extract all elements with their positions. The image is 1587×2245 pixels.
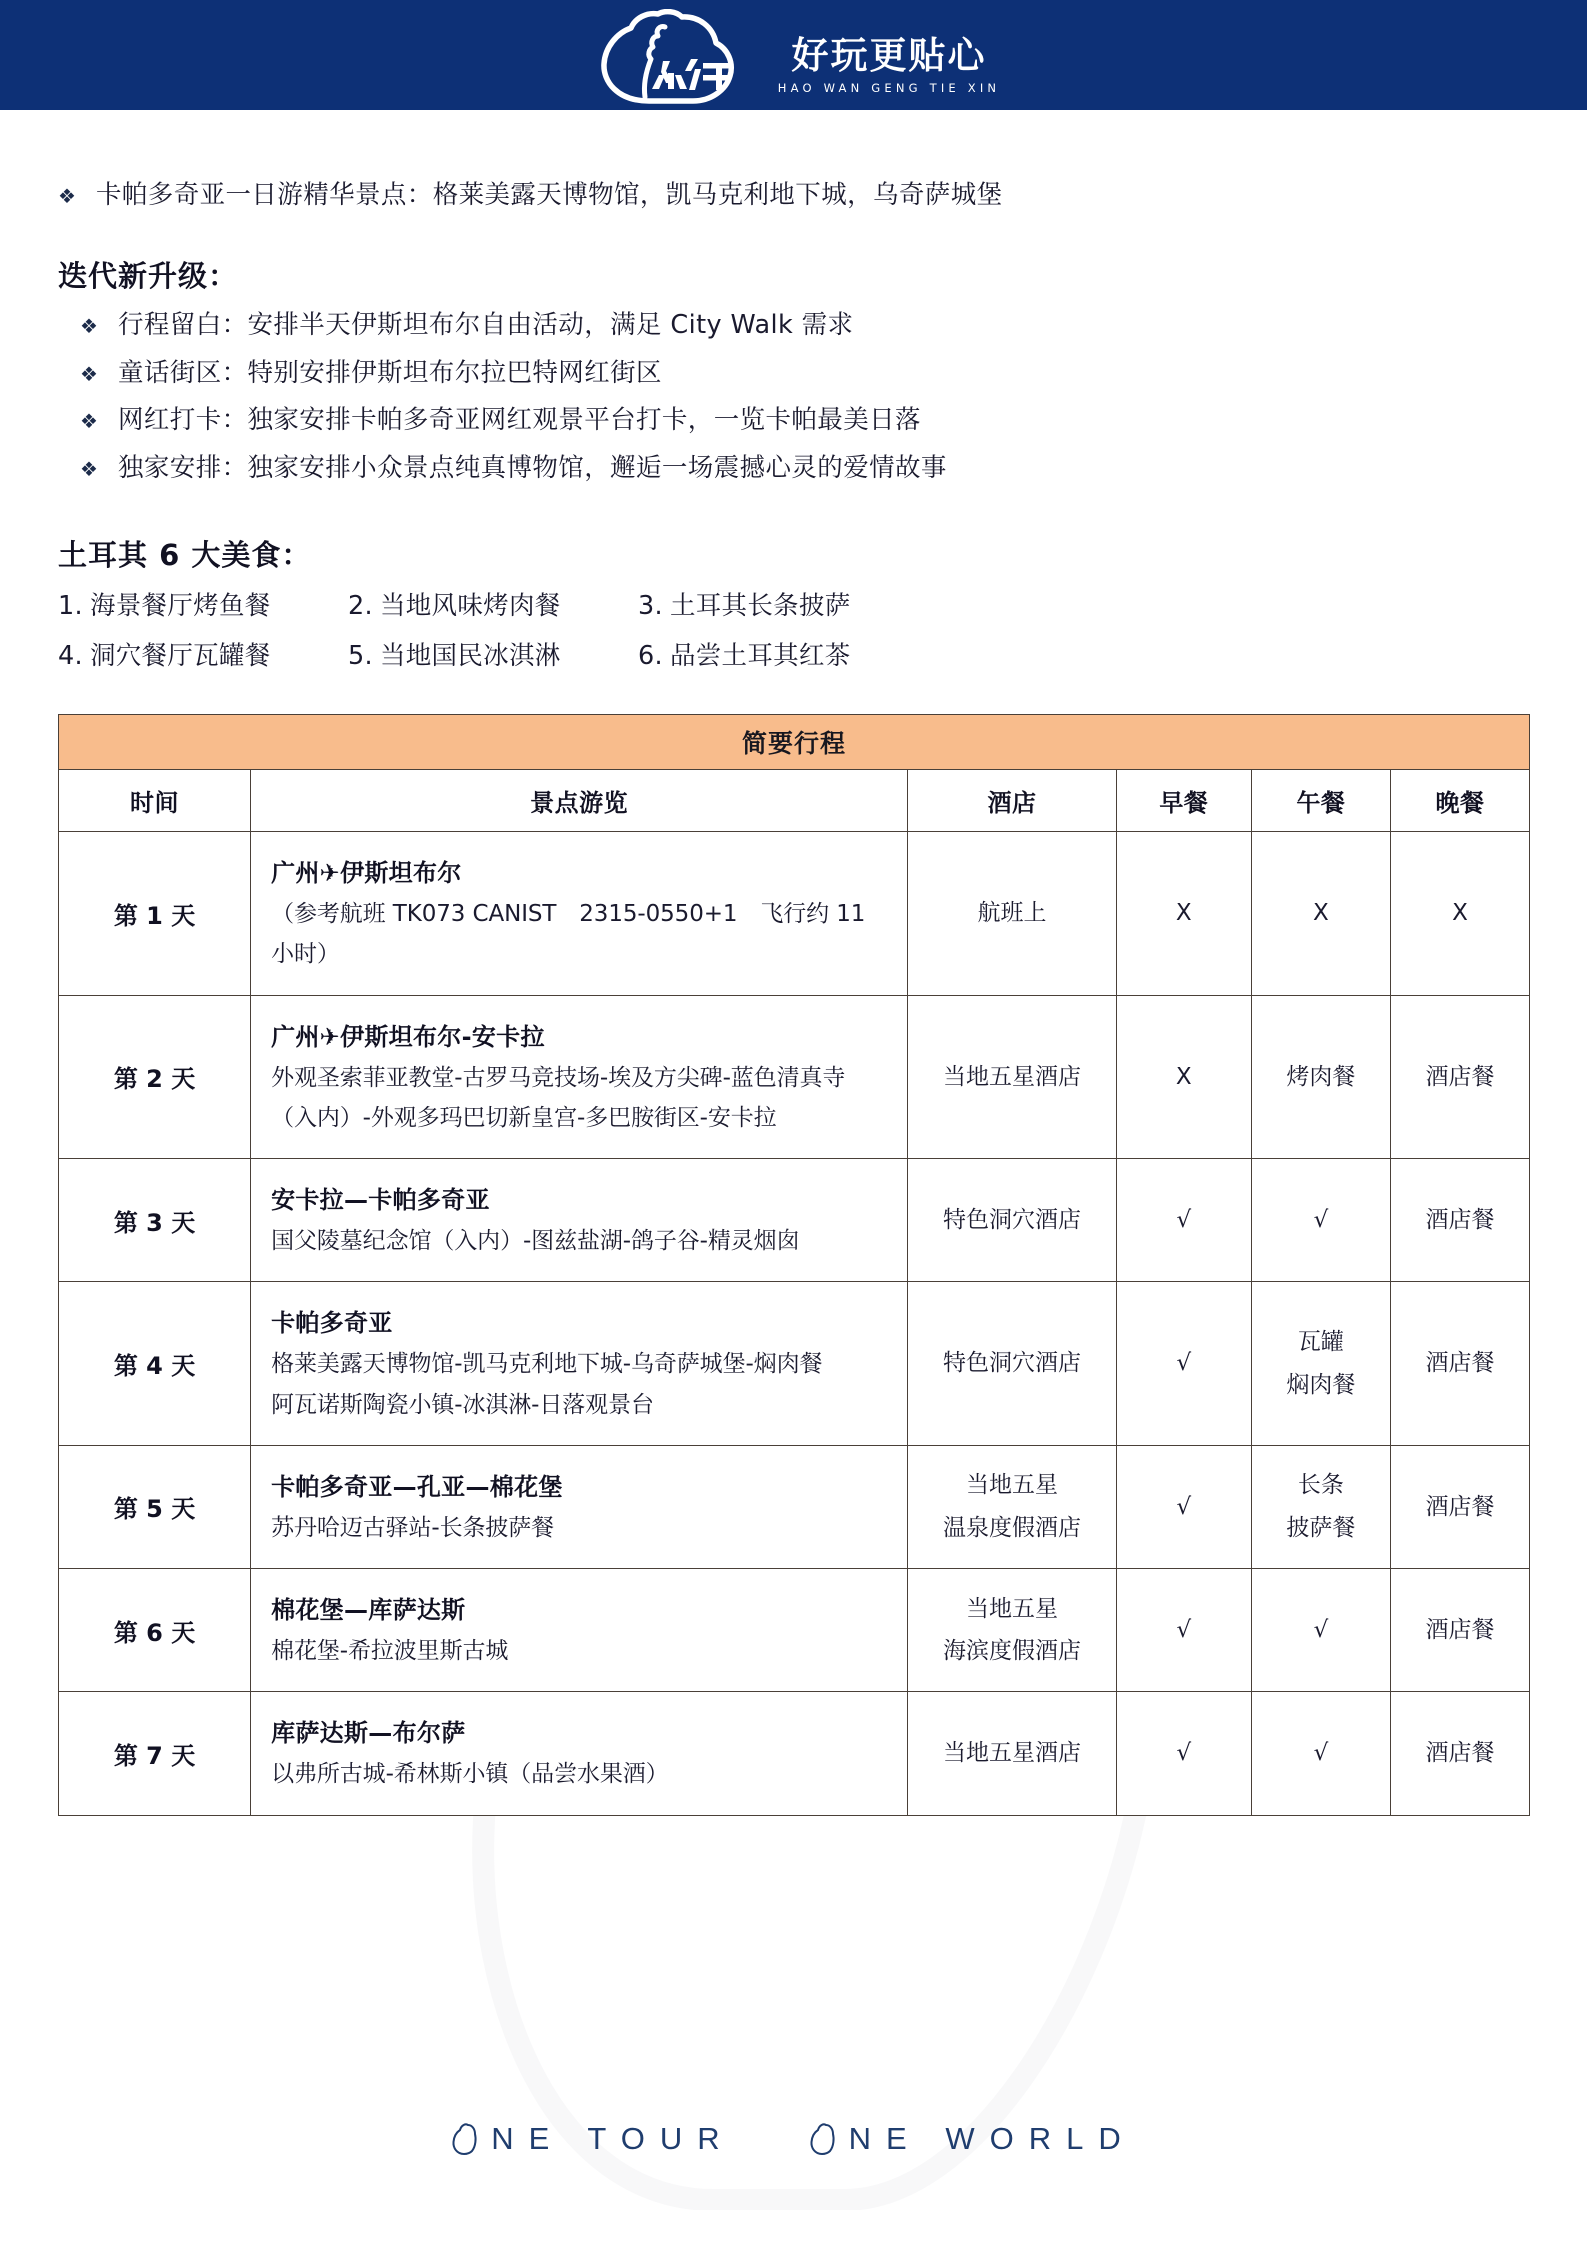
food-list-item (638, 586, 938, 622)
cell-route (251, 995, 908, 1159)
cell-hotel: 特色洞穴酒店 (908, 1282, 1117, 1446)
cell-lunch: √ (1251, 1159, 1390, 1282)
brand-tagline-block (777, 34, 1001, 105)
route-line: 棉花堡-希拉波里斯古城 (271, 1638, 509, 1665)
route-line: （参考航班 TK073 CANIST 2315-0550+1 飞行约 11 小时） (271, 901, 866, 968)
diamond-bullet-icon: ❖ (80, 361, 98, 386)
highlight-bullet (58, 178, 1529, 212)
cell-day: 第 2 天 (59, 995, 251, 1159)
food-item-label: 品尝土耳其红茶 (669, 641, 851, 672)
route-title: 广州✈伊斯坦布尔-安卡拉 (271, 1022, 545, 1051)
cell-day: 第 1 天 (59, 832, 251, 996)
column-header-sights: 景点游览 (251, 770, 908, 832)
cell-breakfast: √ (1116, 1282, 1251, 1446)
table-row (59, 1569, 1530, 1692)
cell-hotel: 当地五星 温泉度假酒店 (908, 1445, 1117, 1568)
table-title: 简要行程 (59, 715, 1530, 770)
column-header-hotel: 酒店 (908, 770, 1117, 832)
food-list-item (348, 636, 638, 672)
route-title: 卡帕多奇亚 (271, 1309, 393, 1338)
brand-logo (587, 9, 1000, 105)
food-item-label: 土耳其长条披萨 (669, 591, 851, 622)
column-header-dinner: 晚餐 (1390, 770, 1529, 832)
upgrade-list (58, 308, 1529, 485)
route-line: 阿瓦诺斯陶瓷小镇-冰淇淋-日落观景台 (271, 1391, 654, 1418)
food-item-label: 洞穴餐厅瓦罐餐 (89, 641, 271, 672)
food-item-number: 2. (348, 591, 373, 622)
route-title: 棉花堡—库萨达斯 (271, 1596, 466, 1625)
cell-breakfast: √ (1116, 1692, 1251, 1815)
route-title: 广州✈伊斯坦布尔 (271, 859, 462, 888)
food-item-number: 6. (638, 641, 663, 672)
food-list-item (58, 586, 348, 622)
food-item-number: 3. (638, 591, 663, 622)
cell-hotel: 当地五星酒店 (908, 995, 1117, 1159)
food-item-number: 4. (58, 641, 83, 672)
cell-breakfast: √ (1116, 1445, 1251, 1568)
footer-one-world (809, 2121, 1136, 2157)
table-row (59, 995, 1530, 1159)
food-list-item (348, 586, 638, 622)
table-row (59, 832, 1530, 996)
table-row (59, 1282, 1530, 1446)
page-content (0, 178, 1587, 1816)
upgrade-list-item (58, 403, 1529, 437)
cell-lunch: X (1251, 832, 1390, 996)
cell-route (251, 1282, 908, 1446)
route-line: 外观圣索菲亚教堂-古罗马竞技场-埃及方尖碑-蓝色清真寺 (271, 1064, 846, 1091)
cell-day: 第 3 天 (59, 1159, 251, 1282)
cell-route (251, 1445, 908, 1568)
cell-dinner: X (1390, 832, 1529, 996)
food-list-item (638, 636, 938, 672)
footer-text-one-tour: NE TOUR (491, 2121, 735, 2156)
header-banner (0, 0, 1587, 110)
cell-hotel: 当地五星 海滨度假酒店 (908, 1569, 1117, 1692)
route-line: 以弗所古城-希林斯小镇（品尝水果酒） (271, 1761, 669, 1788)
route-line: 苏丹哈迈古驿站-长条披萨餐 (271, 1514, 555, 1541)
food-section-title: 土耳其 6 大美食： (58, 538, 312, 573)
diamond-bullet-icon: ❖ (80, 409, 98, 434)
cell-lunch: 烤肉餐 (1251, 995, 1390, 1159)
upgrade-list-item (58, 308, 1529, 342)
cell-route (251, 832, 908, 996)
cell-lunch: 长条 披萨餐 (1251, 1445, 1390, 1568)
table-row (59, 1159, 1530, 1282)
highlight-bullet-text: 卡帕多奇亚一日游精华景点：格莱美露天博物馆，凯马克利地下城，乌奇萨城堡 (96, 180, 1003, 210)
food-item-number: 5. (348, 641, 373, 672)
diamond-bullet-icon: ❖ (80, 314, 98, 339)
route-title: 安卡拉—卡帕多奇亚 (271, 1186, 490, 1215)
diamond-bullet-icon: ❖ (58, 184, 76, 208)
food-item-number: 1. (58, 591, 83, 622)
table-body (59, 832, 1530, 1816)
upgrade-list-item (58, 356, 1529, 390)
cell-day: 第 4 天 (59, 1282, 251, 1446)
upgrade-item-text: 童话街区：特别安排伊斯坦布尔拉巴特网红街区 (118, 357, 662, 388)
cell-route (251, 1692, 908, 1815)
cloud-icon (451, 2122, 477, 2156)
cell-route (251, 1569, 908, 1692)
food-item-label: 海景餐厅烤鱼餐 (89, 591, 271, 622)
zhongxing-logo-icon (587, 9, 762, 105)
cell-day: 第 6 天 (59, 1569, 251, 1692)
cell-dinner: 酒店餐 (1390, 1159, 1529, 1282)
route-title: 库萨达斯—布尔萨 (271, 1719, 466, 1748)
cell-lunch: √ (1251, 1569, 1390, 1692)
cell-dinner: 酒店餐 (1390, 995, 1529, 1159)
food-list (58, 586, 1529, 672)
itinerary-table (58, 714, 1530, 1816)
cell-lunch: 瓦罐 焖肉餐 (1251, 1282, 1390, 1446)
page-footer (0, 2121, 1587, 2157)
upgrade-item-text: 独家安排：独家安排小众景点纯真博物馆，邂逅一场震撼心灵的爱情故事 (118, 452, 947, 483)
column-header-time: 时间 (59, 770, 251, 832)
cell-breakfast: √ (1116, 1159, 1251, 1282)
cell-route (251, 1159, 908, 1282)
cell-day: 第 7 天 (59, 1692, 251, 1815)
brand-tagline-cn: 好玩更贴心 (791, 34, 987, 77)
cell-dinner: 酒店餐 (1390, 1445, 1529, 1568)
cloud-icon (809, 2122, 835, 2156)
food-item-label: 当地国民冰淇淋 (379, 641, 561, 672)
cell-dinner: 酒店餐 (1390, 1282, 1529, 1446)
cell-dinner: 酒店餐 (1390, 1569, 1529, 1692)
route-title: 卡帕多奇亚—孔亚—棉花堡 (271, 1472, 563, 1501)
footer-one-tour (451, 2121, 734, 2157)
cell-breakfast: X (1116, 832, 1251, 996)
diamond-bullet-icon: ❖ (80, 456, 98, 481)
footer-text-one-world: NE WORLD (848, 2121, 1136, 2156)
upgrade-section-title: 迭代新升级： (58, 259, 239, 294)
route-line: 格莱美露天博物馆-凯马克利地下城-乌奇萨城堡-焖肉餐 (271, 1351, 823, 1378)
cell-hotel: 当地五星酒店 (908, 1692, 1117, 1815)
cell-dinner: 酒店餐 (1390, 1692, 1529, 1815)
column-header-lunch: 午餐 (1251, 770, 1390, 832)
cell-breakfast: X (1116, 995, 1251, 1159)
cell-hotel: 特色洞穴酒店 (908, 1159, 1117, 1282)
cell-breakfast: √ (1116, 1569, 1251, 1692)
table-header-row (59, 770, 1530, 832)
table-row (59, 1445, 1530, 1568)
food-item-label: 当地风味烤肉餐 (379, 591, 561, 622)
route-line: 国父陵墓纪念馆（入内）-图兹盐湖-鸽子谷-精灵烟囱 (271, 1228, 800, 1255)
food-list-item (58, 636, 348, 672)
cell-hotel: 航班上 (908, 832, 1117, 996)
table-row (59, 1692, 1530, 1815)
route-line: （入内）-外观多玛巴切新皇宫-多巴胺街区-安卡拉 (271, 1104, 777, 1131)
upgrade-item-text: 行程留白：安排半天伊斯坦布尔自由活动，满足 City Walk 需求 (118, 310, 854, 341)
column-header-breakfast: 早餐 (1116, 770, 1251, 832)
cell-day: 第 5 天 (59, 1445, 251, 1568)
cell-lunch: √ (1251, 1692, 1390, 1815)
table-title-row (59, 715, 1530, 770)
upgrade-list-item (58, 451, 1529, 485)
brand-tagline-pinyin: HAO WAN GENG TIE XIN (777, 81, 1001, 95)
upgrade-item-text: 网红打卡：独家安排卡帕多奇亚网红观景平台打卡，一览卡帕最美日落 (118, 405, 921, 436)
